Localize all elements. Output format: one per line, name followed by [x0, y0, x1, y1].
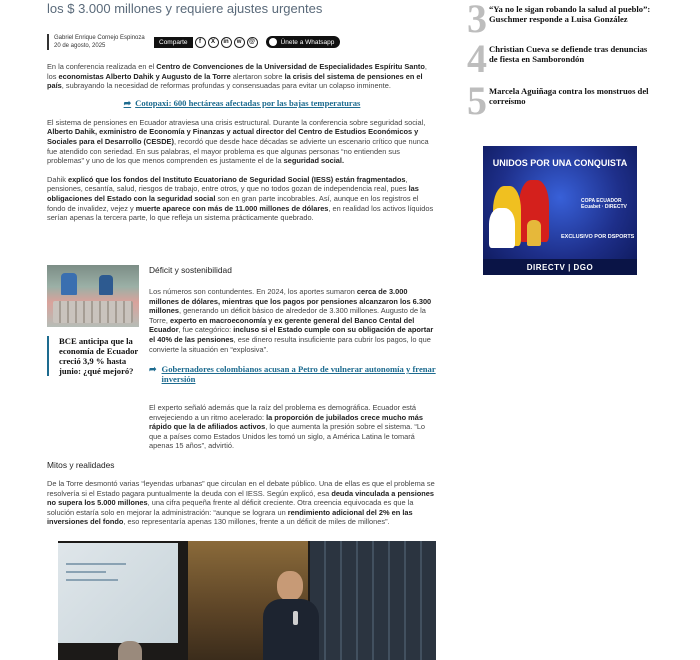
speaker-figure [263, 571, 319, 660]
article-photo [58, 541, 436, 660]
join-whatsapp-button[interactable] [266, 36, 341, 48]
email-icon[interactable]: @ [247, 37, 258, 48]
paragraph-2: El sistema de pensiones en Ecuador atraviesa una crisis estructural. Durante la conferencia sobre seguridad social, Alberto Dahik, exministro de Economía y Finanzas y actual director del Centro de Estudios Económicos y Sociales para el Desarrollo (CESDE), recordó que desde hace décadas se advierte un escenario crítico que nunca fue atendido con seriedad. En sus palabras, el mayor problema es que algunas personas “no entienden sus problemas” y uno de los que menos comprenden es justamente el de la seguridad social. [47, 117, 429, 166]
ad-footer-logos: DIRECTV | DGO [483, 259, 637, 275]
paragraph-5: El experto señaló además que la raíz del problema es demográfica. Ecuador está envejeciendo a un ritmo acelerado: la proporción de jubilados crece mucho más rápido que la de afiliados activos, lo que aumenta la presión sobre el sistema. “Lo que a países como Estados Unidos les tomó un siglo, a América Latina le tomará apenas 15 años”, advirtió. [149, 403, 426, 451]
advertisement-banner[interactable] [483, 146, 637, 275]
ad-headline: UNIDOS POR UNA CONQUISTA [492, 158, 628, 168]
section-heading-mitos: Mitos y realidades [47, 459, 115, 470]
share-arrow-icon: ➦ [123, 97, 132, 108]
share-label: Comparte [154, 37, 193, 48]
article-subtitle: los $ 3.000 millones y requiere ajustes urgentes [47, 1, 323, 16]
section-heading-deficit: Déficit y sostenibilidad [149, 265, 232, 275]
related-story-card[interactable] [47, 265, 139, 376]
related-story-title[interactable]: BCE anticipa que la economía de Ecuador creció 3,9 % hasta junio: ¿qué mejoró? [47, 336, 139, 376]
most-read-item[interactable] [467, 36, 657, 81]
paragraph-4: Los números son contundentes. En 2024, los aportes sumaron cerca de 3.000 millones de dólares, mientras que los pagos por pensiones alcanzaron los 6.300 millones, generando un déficit básico de alrededor de 3.300 millones. Augusto de la Torre, experto en macroeconomía y ex gerente general del Banco Cental del Ecuador, fue categórico: incluso si el Estado cumple con su obligación de aportar el 40% de las pensiones, ese dinero resulta insuficiente para cubrir los pagos, lo que convierte la situación en “explosiva”. [149, 287, 434, 354]
lower-article [47, 403, 437, 527]
rank-number: 5 [467, 78, 487, 123]
author-name[interactable]: Gabriel Enrique Cornejo Espinoza [54, 35, 145, 41]
x-twitter-icon[interactable]: X [208, 37, 219, 48]
join-whatsapp-label: Únete a Whatsapp [280, 38, 335, 46]
paragraph-6: De la Torre desmontó varias “leyendas urbanas” que circulan en el debate público. Una de ellas es que el problema se resolvería si el Estado pagara puntualmente la deuda con el IESS. Según explicó, esa deuda vinculada a pensiones no supera los 5.000 millones, una cifra pequeña frente al déficit creciente. Otra creencia equivocada es que la solución estaría solo en mejorar la administración: “aunque se lograra un rendimiento adicional del 2% en las inversiones del fondo, eso representaría apenas 130 millones, frente a un déficit de miles de millones”. [47, 478, 435, 527]
related-link-gobernadores[interactable] [149, 364, 437, 384]
microphone [293, 611, 298, 625]
publish-date: 20 de agosto, 2025 [54, 43, 106, 49]
trophy-icon [527, 220, 541, 246]
paragraph-3: Dahik explicó que los fondos del Instituto Ecuatoriano de Seguridad Social (IESS) están fragmentados, pensiones, cesantía, salud, riesgos de trabajo, entre otros, y que no todos gozan de independencia real, pues las obligaciones del Estado con la seguridad social son en gran parte incobrables. Así, aunque en los registros el fondo de invalidez, vejez y muerte aparece con más de 11.000 millones de dólares, en realidad los activos líquidos serían apenas la tercera parte, lo que refleja un sistema prácticamente quebrado. [47, 174, 434, 223]
related-link-label[interactable]: Cotopaxi: 600 hectáreas afectadas por las bajas temperaturas [135, 98, 361, 109]
most-read-title[interactable]: Marcela Aguiñaga contra los monstruos del correísmo [489, 86, 649, 106]
author-box [47, 34, 148, 50]
article-meta [47, 31, 437, 53]
most-read-title[interactable]: “Ya no le sigan robando la salud al pueblo”: Guschmer responde a Luisa González [489, 4, 651, 24]
most-read-item[interactable] [467, 78, 657, 123]
presentation-screen [58, 543, 178, 643]
article-column [47, 0, 437, 223]
share-arrow-icon: ➦ [149, 364, 157, 375]
related-link-label[interactable]: Gobernadores colombianos acusan a Petro de vulnerar autonomía y frenar inversión [161, 364, 436, 385]
ad-exclusive-label: EXCLUSIVO POR DSPORTS [561, 234, 635, 240]
ad-copa-label: COPA ECUADOR Ecuabet · DIRECTV [581, 198, 627, 210]
deficit-section [149, 265, 437, 384]
rank-number: 4 [467, 36, 487, 81]
most-read-sidebar [467, 0, 657, 123]
facebook-icon[interactable]: f [195, 37, 206, 48]
share-bar [154, 37, 258, 48]
whatsapp-icon [269, 38, 277, 46]
whatsapp-share-icon[interactable]: w [234, 37, 245, 48]
most-read-item[interactable] [467, 0, 657, 41]
paragraph-1: En la conferencia realizada en el Centro de Convenciones de la Universidad de Especialidades Espíritu Santo, los economistas Alberto Dahik y Augusto de la Torre alertaron sobre la crisis del sistema de pensiones en el país, subrayando la necesidad de reformas profundas y consensuadas para evitar un colapso inminente. [47, 62, 427, 91]
related-link-cotopaxi[interactable] [47, 98, 437, 109]
related-story-thumbnail[interactable] [47, 265, 139, 327]
most-read-title[interactable]: Christian Cueva se defiende tras denuncias de fiesta en Samborondón [489, 44, 648, 64]
rank-number: 3 [467, 0, 487, 41]
linkedin-icon[interactable]: in [221, 37, 232, 48]
